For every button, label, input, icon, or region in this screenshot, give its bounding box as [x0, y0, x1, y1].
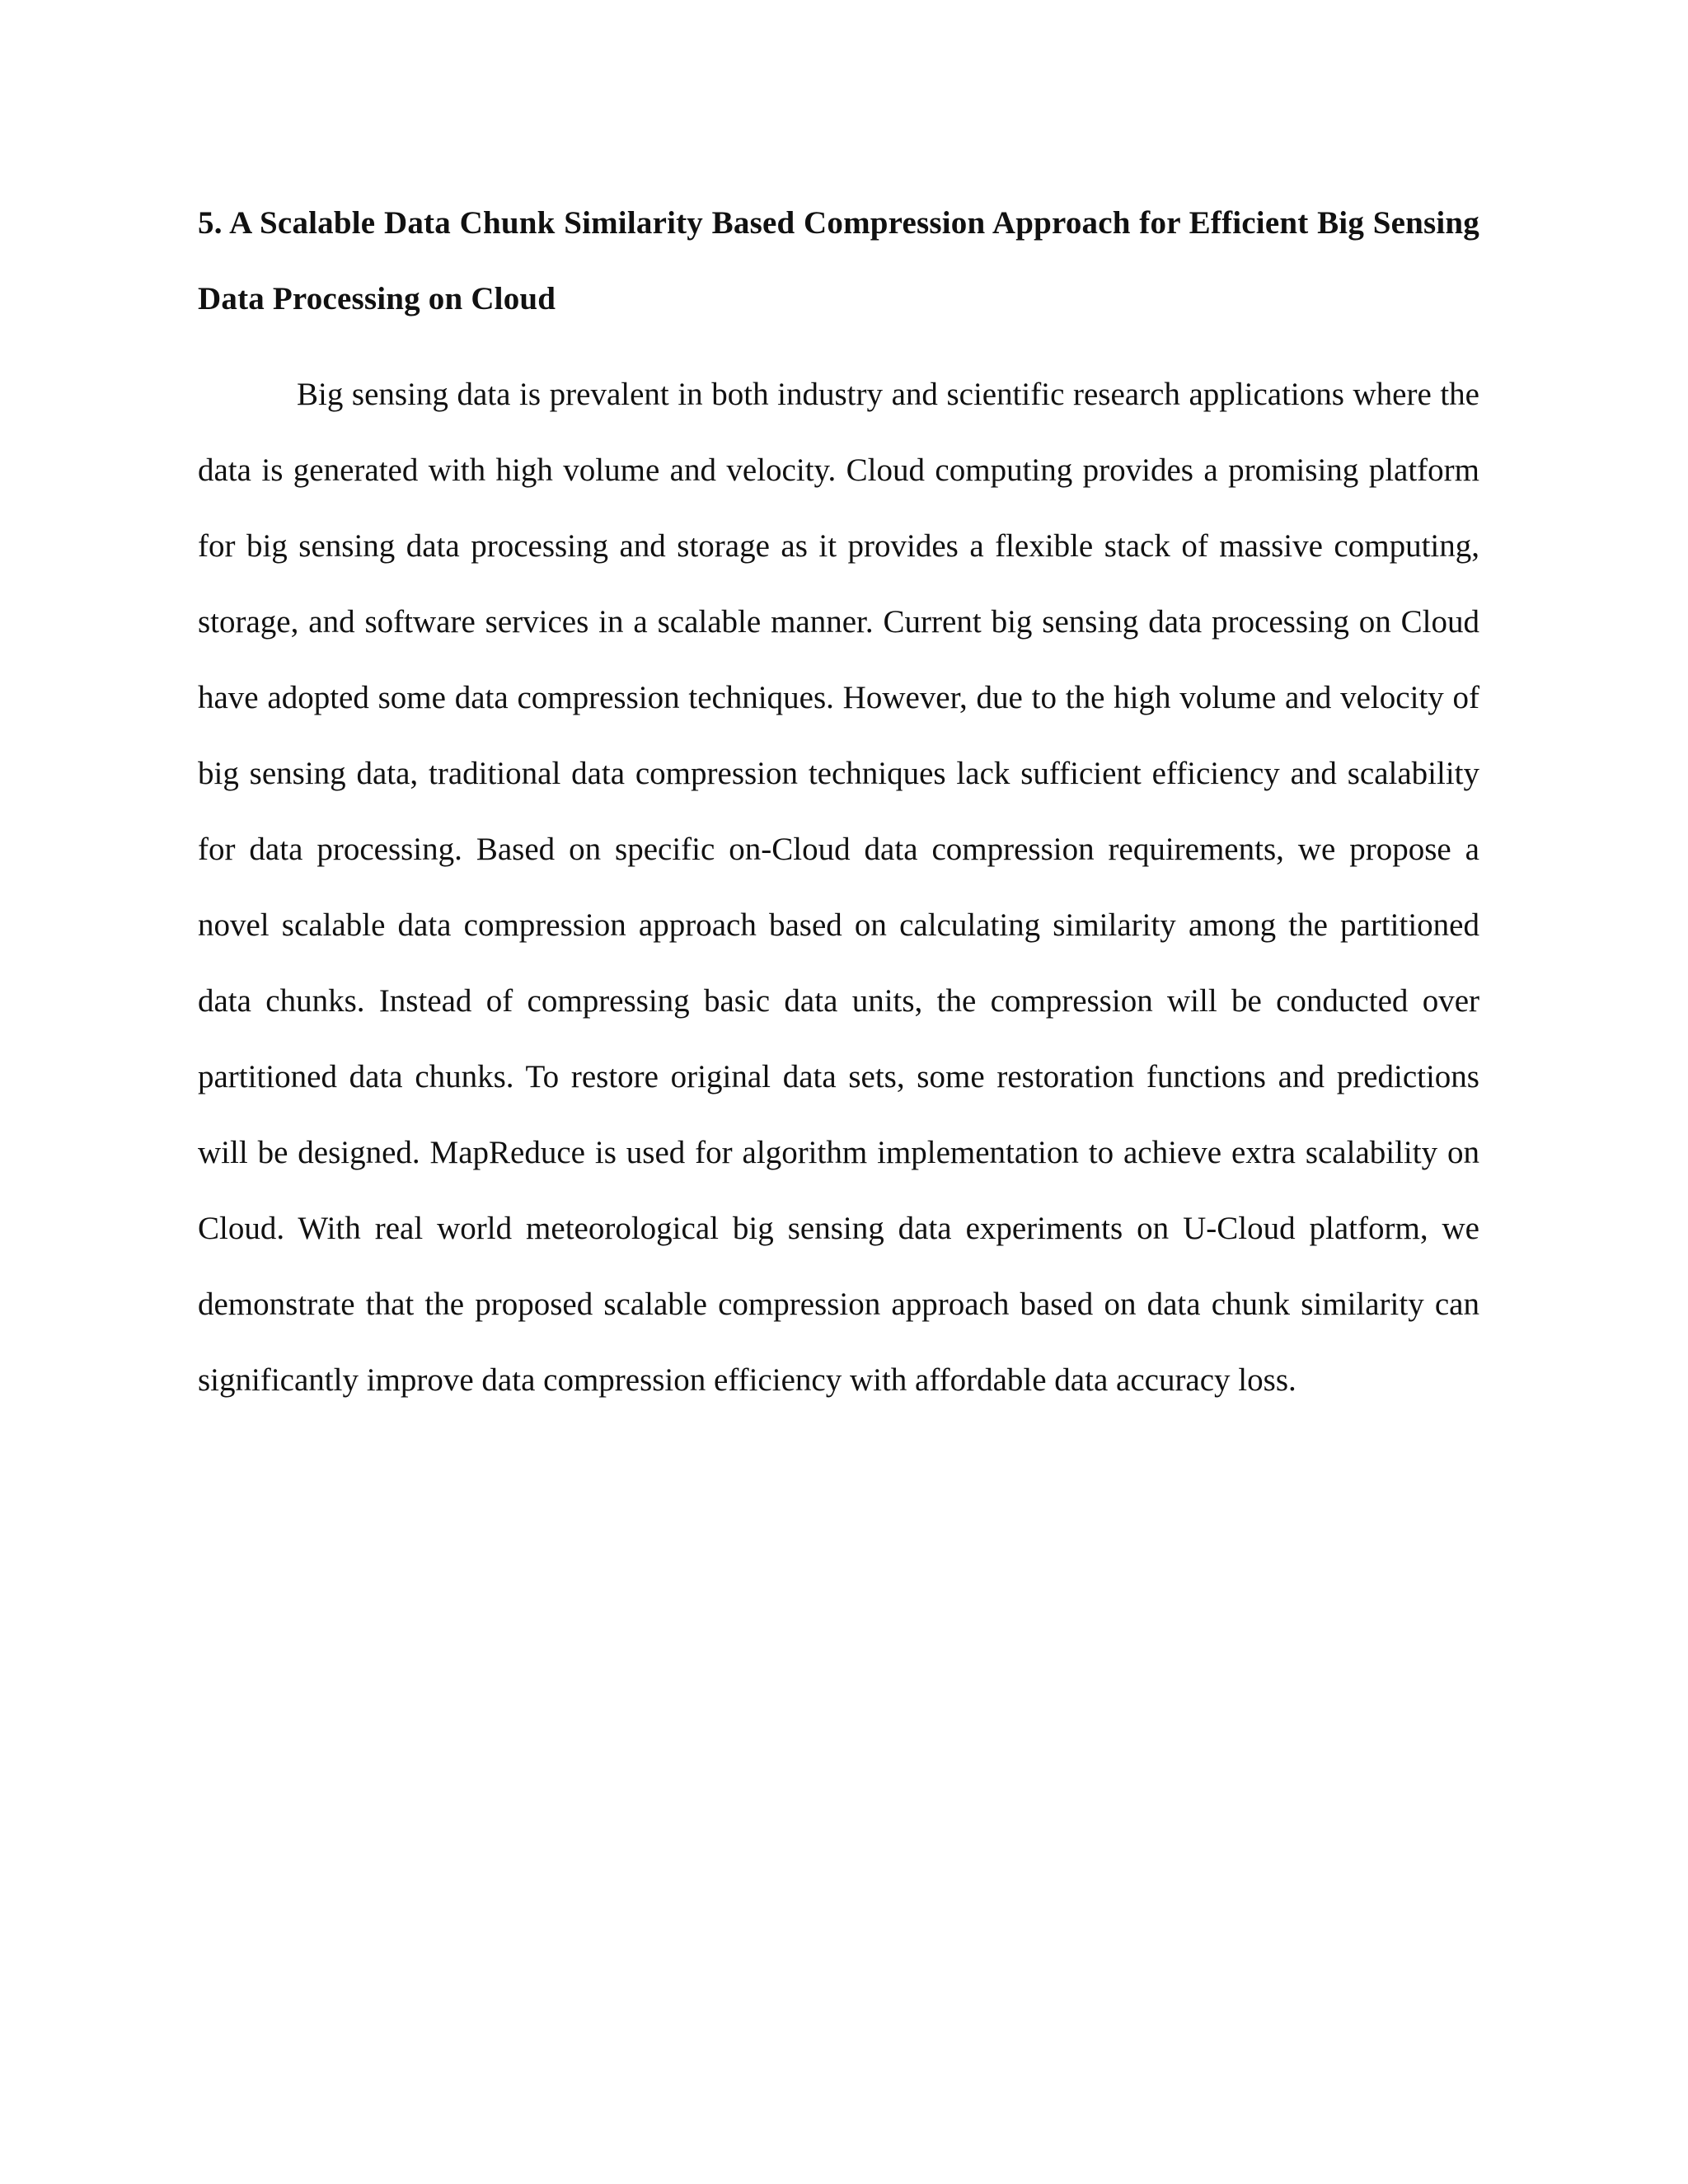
document-content [198, 185, 1479, 1418]
abstract-paragraph: Big sensing data is prevalent in both industry and scientific research applications where the data is generated with high volume and velocity. Cloud computing provides a promising platform for big sensing data processing and storage as it provides a flexible stack of massive computing, storage, and software services in a scalable manner. Current big sensing data processing on Cloud have adopted some data compression techniques. However, due to the high volume and velocity of big sensing data, traditional data compression techniques lack sufficient efficiency and scalability for data processing. Based on specific on-Cloud data compression requirements, we propose a novel scalable data compression approach based on calculating similarity among the partitioned data chunks. Instead of compressing basic data units, the compression will be conducted over partitioned data chunks. To restore original data sets, some restoration functions and predictions will be designed. MapReduce is used for algorithm implementation to achieve extra scalability on Cloud. With real world meteorological big sensing data experiments on U-Cloud platform, we demonstrate that the proposed scalable compression approach based on data chunk similarity can significantly improve data compression efficiency with affordable data accuracy loss. [198, 377, 1479, 1398]
section-heading: 5. A Scalable Data Chunk Similarity Based Compression Approach for Efficient Big Sensing Data Processing on Cloud [198, 205, 1479, 316]
